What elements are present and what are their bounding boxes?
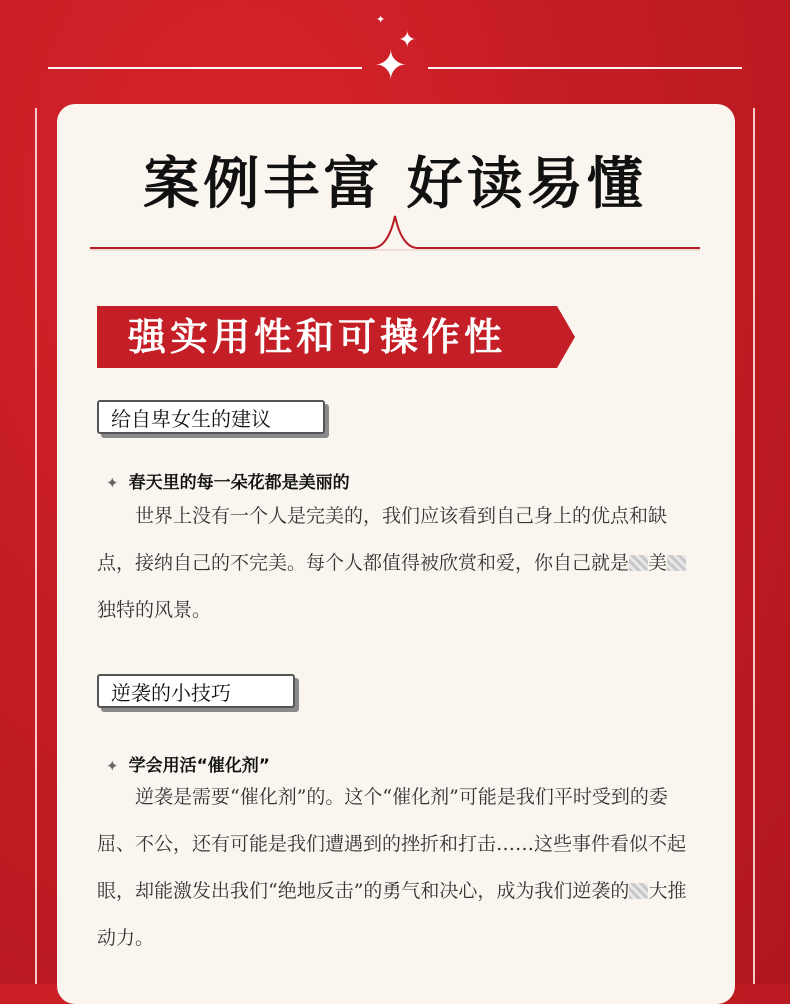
blurred-char [629,555,648,571]
paragraph-advice [97,493,687,634]
star-bullet-icon: ✦ [106,474,119,492]
bullet-heading [106,751,270,776]
page-title: 案例丰富 好读易懂 [143,151,647,217]
banner-title: 强实用性和可操作性 [127,314,506,359]
sparkle-icon: ✦ [376,13,386,26]
blurred-char [629,883,648,899]
top-line-right [428,67,742,69]
paragraph-text: 独特的风景。 [97,599,212,621]
paragraph-text: 世界上没有一个人是完美的，我们应该看到自己身上的优点和缺点，接纳自己的不完美。每个人都值得被欣赏和爱，你自己就是 [97,505,668,574]
sparkle-icon: ✦ [374,43,408,89]
paragraph-text: 逆袭是需要“催化剂”的。这个“催化剂”可能是我们平时受到的委屈、不公，还有可能是我们遭遇到的挫折和打击……这些事件看似不起眼，却能激发出我们“绝地反击”的勇气和决心，成为我们逆袭的 [97,786,687,902]
blurred-char [667,555,686,571]
paragraph-text: 大推动力。 [97,880,687,949]
star-bullet-icon: ✦ [106,757,119,775]
bullet-heading [106,468,350,493]
paragraph-tips [97,774,687,962]
section-tag-advice: 给自卑女生的建议 [97,400,325,434]
bullet-text: 春天里的每一朵花都是美丽的 [128,473,350,493]
title-divider [90,212,700,252]
paragraph-text: 美 [648,552,668,574]
bullet-text: 学会用活“催化剂” [128,756,270,776]
section-tag-tips: 逆袭的小技巧 [97,674,295,708]
top-line-left [48,67,362,69]
frame-line-right [753,108,755,984]
frame-line-left [35,108,37,984]
sparkle-icon: ✦ [398,28,417,53]
